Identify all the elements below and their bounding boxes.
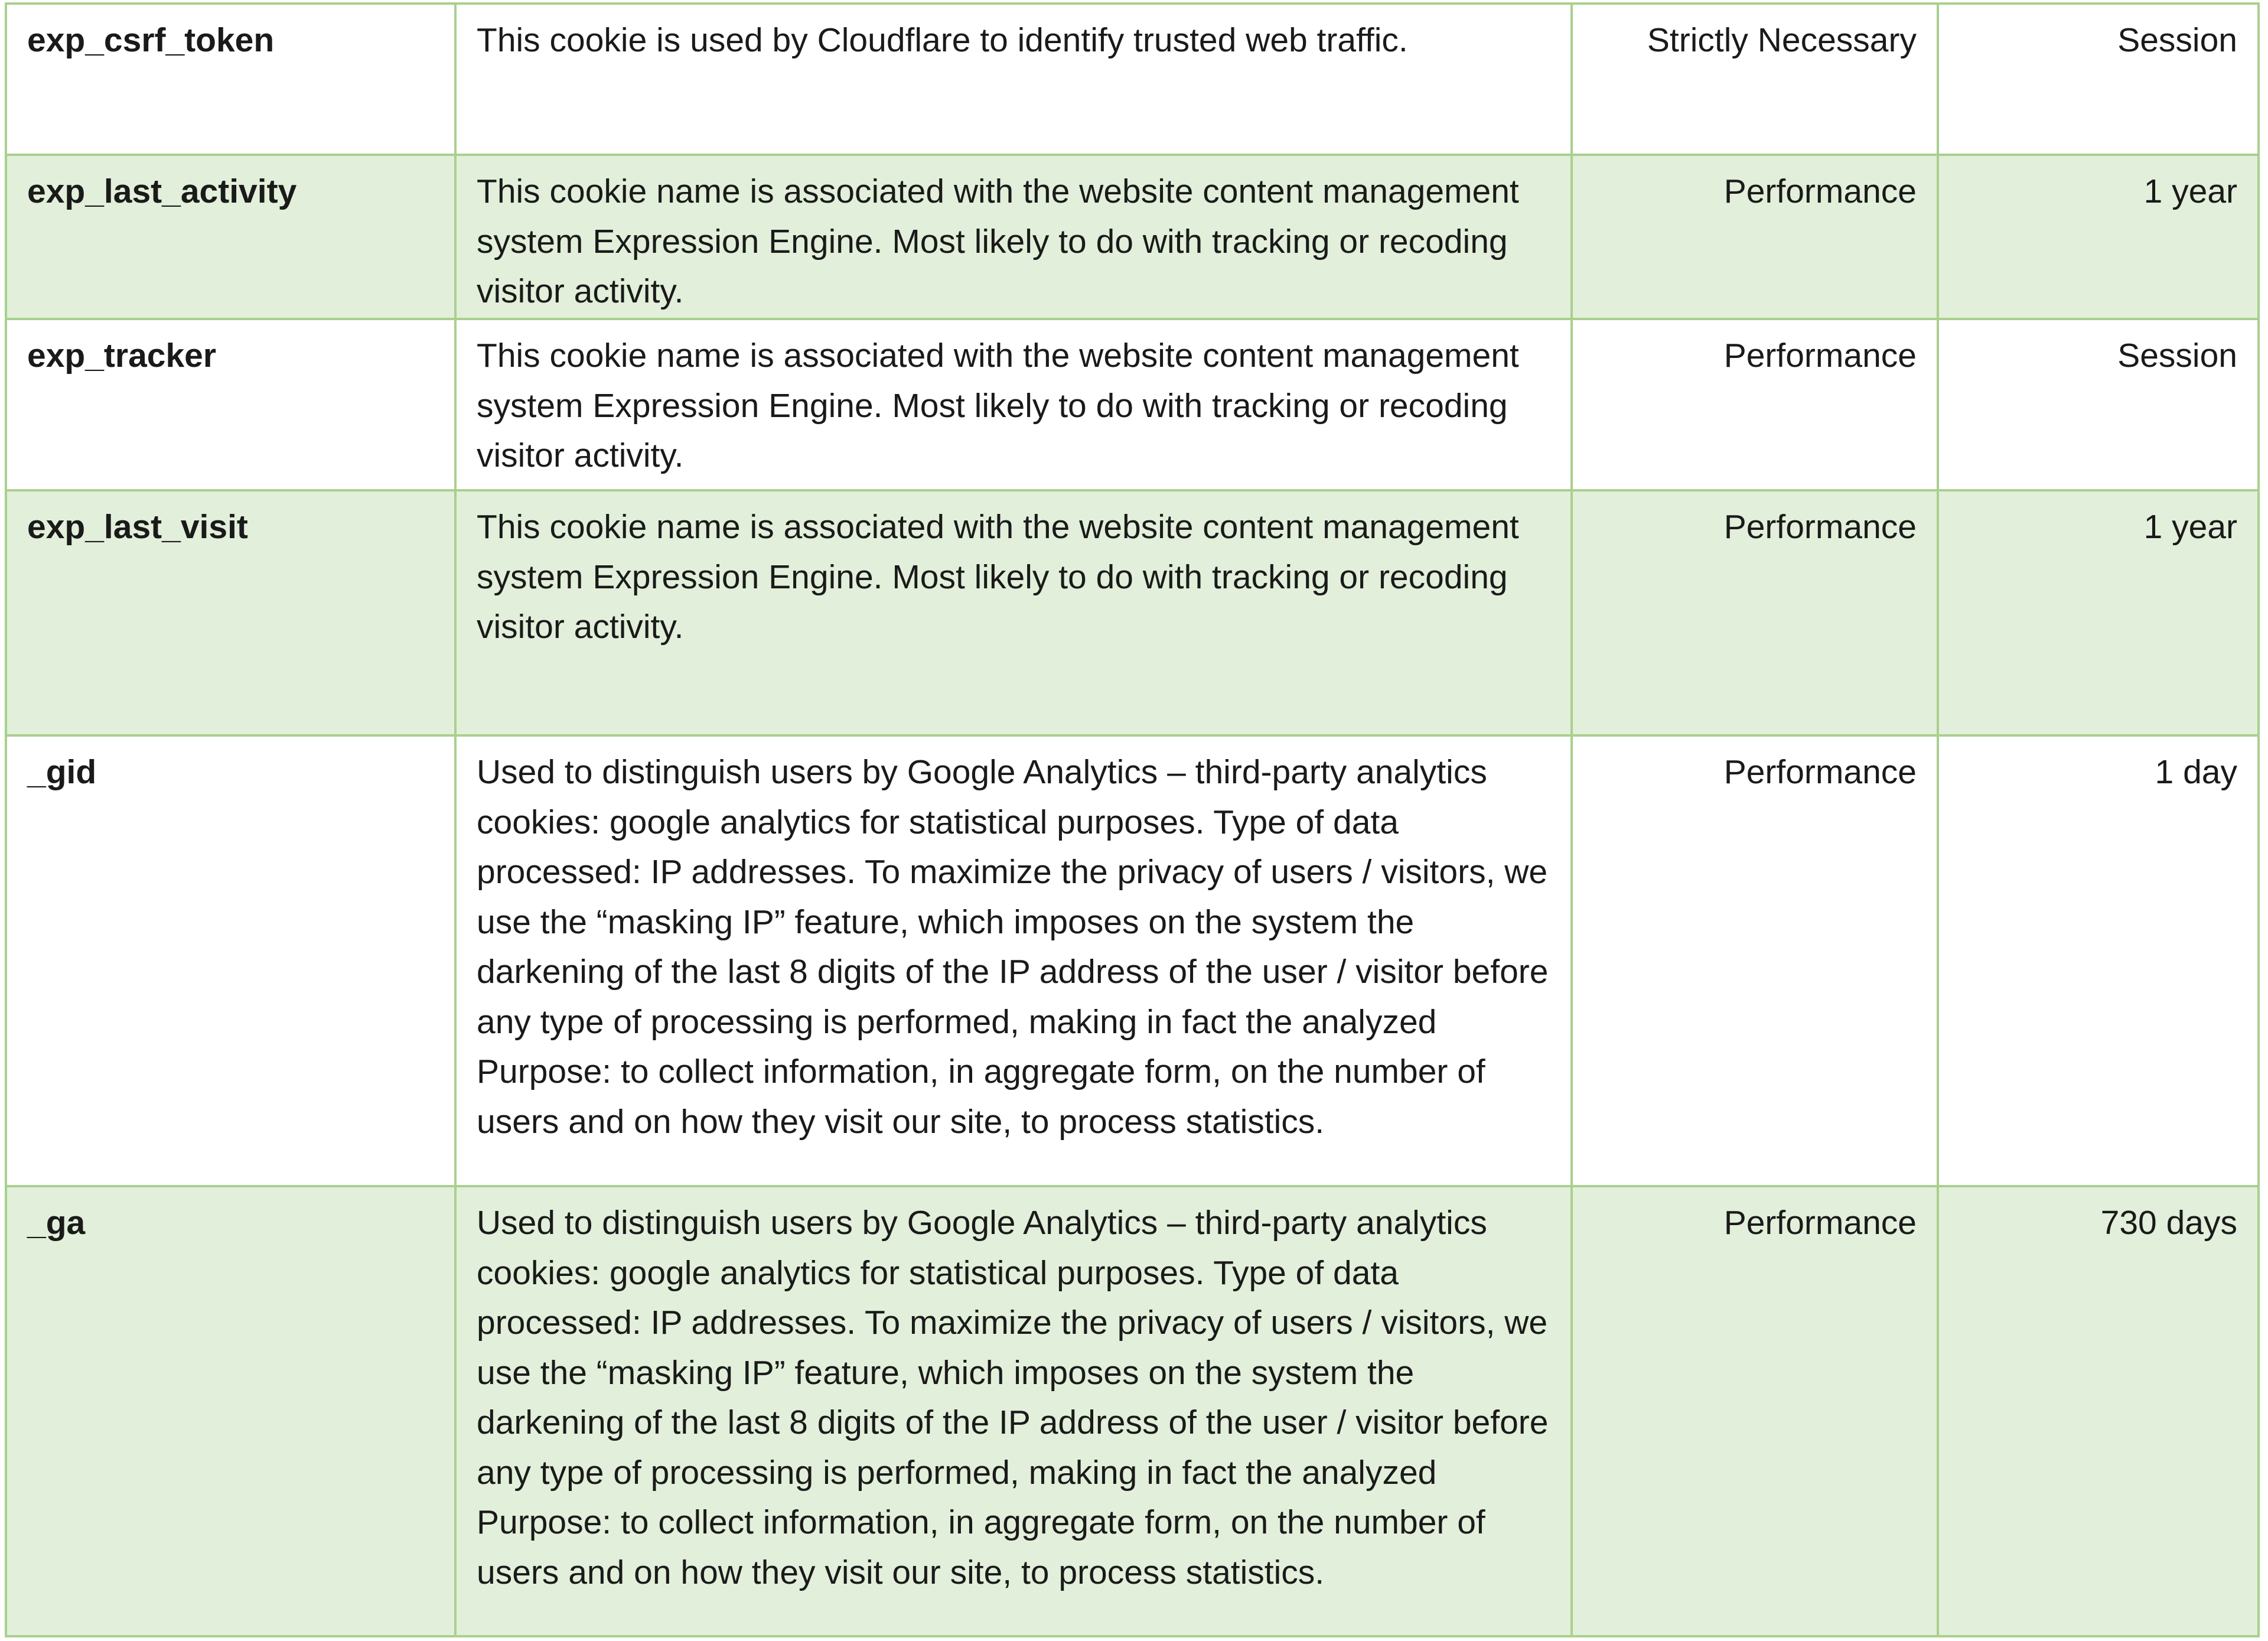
cookie-expiry: Session xyxy=(1938,319,2259,490)
cookie-expiry: 1 year xyxy=(1938,155,2259,319)
cookie-name: exp_last_activity xyxy=(6,155,455,319)
cookie-expiry: 730 days xyxy=(1938,1186,2259,1636)
table-row xyxy=(6,1186,2259,1636)
cookie-category: Performance xyxy=(1572,490,1938,735)
cookie-name: exp_csrf_token xyxy=(6,4,455,155)
cookie-name: exp_last_visit xyxy=(6,490,455,735)
cookie-description: This cookie name is associated with the website content management system Expression Engine. Most likely to do with tracking or recoding visitor activity. xyxy=(455,155,1572,319)
table-row xyxy=(6,735,2259,1186)
cookie-description: This cookie name is associated with the website content management system Expression Engine. Most likely to do with tracking or recoding visitor activity. xyxy=(455,490,1572,735)
table-row xyxy=(6,319,2259,490)
cookie-name: _gid xyxy=(6,735,455,1186)
cookie-category: Strictly Necessary xyxy=(1572,4,1938,155)
cookie-description: This cookie name is associated with the website content management system Expression Engine. Most likely to do with tracking or recoding visitor activity. xyxy=(455,319,1572,490)
table-row xyxy=(6,155,2259,319)
table-row xyxy=(6,490,2259,735)
cookie-category: Performance xyxy=(1572,319,1938,490)
cookie-description: This cookie is used by Cloudflare to identify trusted web traffic. xyxy=(455,4,1572,155)
cookie-table xyxy=(5,2,2260,1637)
cookie-category: Performance xyxy=(1572,735,1938,1186)
cookie-category: Performance xyxy=(1572,155,1938,319)
cookie-expiry: 1 day xyxy=(1938,735,2259,1186)
cookie-name: _ga xyxy=(6,1186,455,1636)
cookie-name: exp_tracker xyxy=(6,319,455,490)
cookie-expiry: 1 year xyxy=(1938,490,2259,735)
cookie-description: Used to distinguish users by Google Analytics – third-party analytics cookies: google analytics for statistical purposes. Type of data processed: IP addresses. To maximize the privacy of users / visitors, we use the “masking IP” feature, which imposes on the system the darkening of the last 8 digits of the IP address of the user / visitor before any type of processing is performed, making in fact the analyzed Purpose: to collect information, in aggregate form, on the number of users and on how they visit our site, to process statistics. xyxy=(455,735,1572,1186)
cookie-expiry: Session xyxy=(1938,4,2259,155)
cookie-category: Performance xyxy=(1572,1186,1938,1636)
cookie-description: Used to distinguish users by Google Analytics – third-party analytics cookies: google analytics for statistical purposes. Type of data processed: IP addresses. To maximize the privacy of users / visitors, we use the “masking IP” feature, which imposes on the system the darkening of the last 8 digits of the IP address of the user / visitor before any type of processing is performed, making in fact the analyzed Purpose: to collect information, in aggregate form, on the number of users and on how they visit our site, to process statistics. xyxy=(455,1186,1572,1636)
table-row xyxy=(6,4,2259,155)
